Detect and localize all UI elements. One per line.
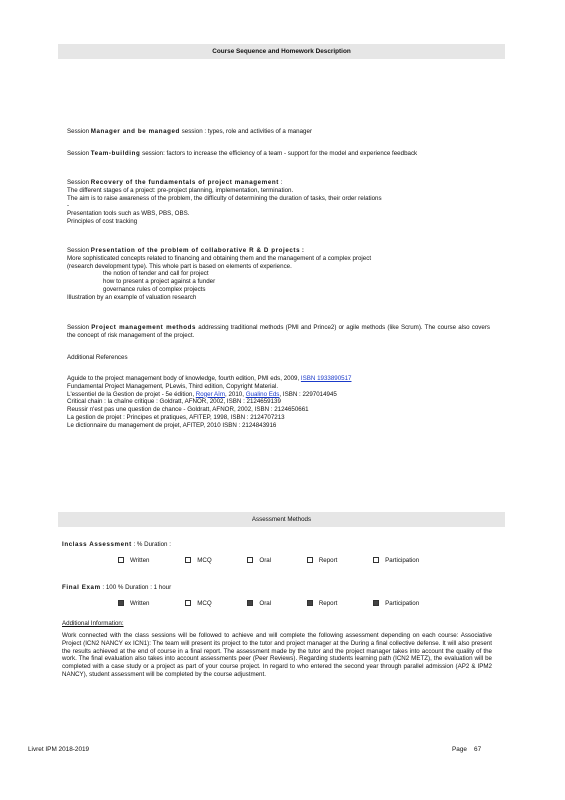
section-title: Course Sequence and Homework Description [58, 44, 505, 59]
session-2: Session Team-building session: factors to increase the efficiency of a team - support for the model and experience feedback [67, 150, 418, 157]
inclass-options [118, 557, 453, 565]
footer-left: Livret IPM 2018-2019 [28, 746, 90, 753]
session-4: Session Presentation of the problem of collaborative R & D projects : More sophisticated concepts related to financing and obtaining them and the management of a complex project (research development type). This whole part is based on elements of experience. the notion of tender and call for project how to present a project against a funder governance rules of complex projects Illustration by an example of valuation research [67, 247, 490, 301]
session-1: Session Manager and be managed session : types, role and activities of a manager [67, 128, 313, 135]
session-3: Session Recovery of the fundamentals of project management : The different stages of a project: pre-project planning, implementation, termination. The aim is to raise awareness of the problem, the difficulty of determining the duration of tasks, their order relations - Presentation tools such as WBS, PBS, OBS. Principles of cost tracking [67, 179, 490, 226]
checkbox-icon [373, 600, 379, 606]
session-4-bullet: the notion of tender and call for project [103, 270, 209, 278]
session-4-line: (research development type). This whole part is based on elements of experience. [67, 262, 292, 270]
session-3-line: Principles of cost tracking [67, 217, 138, 225]
info-heading: Additional Information: [62, 620, 124, 627]
session-4-bullet: governance rules of complex projects [103, 285, 206, 293]
final-option[interactable]: Participation [373, 600, 419, 608]
reference-link[interactable]: Roger Aïm [195, 390, 226, 398]
reference-link[interactable]: ISBN 1933890517 [300, 375, 352, 382]
reference-item: Reussir n'est pas une question de chance - Goldratt, AFNOR, 2002, ISBN : 2124650661 [67, 406, 309, 413]
checkbox-icon [307, 600, 313, 606]
final-option[interactable]: Report [307, 600, 338, 608]
session-4-bullet: how to present a project against a funder [103, 278, 216, 285]
session-3-line: The different stages of a project: pre-project planning, implementation, termination. [67, 186, 294, 194]
references-list [67, 375, 490, 429]
final-option[interactable]: MCQ [185, 600, 211, 608]
references-heading: Additional References [67, 354, 128, 361]
checkbox-icon [373, 557, 379, 563]
session-3-line: - [67, 202, 70, 210]
inclass-option[interactable]: Participation [373, 557, 419, 565]
inclass-assessment: Inclass Assessment : % Duration : [62, 541, 171, 548]
reference-item: Le dictionnaire du management de projet, AFITEP, 2010 ISBN : 2124843916 [67, 421, 277, 429]
checkbox-icon [247, 557, 253, 563]
final-option[interactable]: Written [118, 600, 149, 608]
reference-item: Critical chain : la chaîne critique : Goldratt, AFNOR, 2002, ISBN : 2124659139 [67, 398, 281, 406]
inclass-option[interactable]: Written [118, 557, 149, 565]
inclass-option[interactable]: Oral [247, 557, 271, 565]
inclass-option[interactable]: MCQ [185, 557, 211, 565]
assessment-title: Assessment Methods [58, 512, 505, 527]
footer-page: Page 67 [452, 746, 482, 753]
reference-item: Aguide to the project management body of knowledge, fourth edition, PMI eds, 2009, ISBN 1933890517 [67, 375, 352, 382]
reference-link[interactable]: Gualino Eds [245, 390, 280, 398]
session-4-line: More sophisticated concepts related to financing and obtaining them and the management of a complex project [67, 254, 372, 262]
reference-item: L'essentiel de la Gestion de projet - 5e édition, Roger Aïm, 2010, Gualino Eds, ISBN : 2297014945 [67, 390, 337, 398]
reference-item: Fundamental Project Management, PLewis, Third edition, Copyright Material. [67, 382, 279, 390]
checkbox-icon [185, 600, 191, 606]
session-3-line: The aim is to raise awareness of the problem, the difficulty of determining the duration of tasks, their order relations [67, 194, 382, 202]
inclass-option[interactable]: Report [307, 557, 338, 565]
final-option[interactable]: Oral [247, 600, 271, 608]
final-options [118, 600, 453, 608]
session-4-line: Illustration by an example of valuation research [67, 293, 197, 301]
checkbox-icon [118, 600, 124, 606]
checkbox-icon [307, 557, 313, 563]
reference-item: La gestion de projet : Principes et pratiques, AFITEP, 1998, ISBN : 2124707213 [67, 413, 285, 421]
final-exam: Final Exam : 100 % Duration : 1 hour [62, 584, 172, 591]
session-3-line: Presentation tools such as WBS, PBS, OBS. [67, 210, 190, 217]
info-text: Work connected with the class sessions will be followed to achieve and will complete the following assessment depending on each course: Associative Project (ICN2 NANCY ex ICN1): The team will present its project to the tutor and project manager at the During a final collective defense. It will also present the results achieved at the end of course in a final report. The assessment made by the tutor and the project manager takes into account the quality of the work. The final evaluation also takes into account assessments peer (Peer Reviews). Regarding students learning path (ICN2 METZ), the evaluation will be completed with a case study or a project as part of your course project. In regard to who entered the second year through parallel admission (AP2 & IPM2 NANCY), student assessment will be completed by the course adjustment. [62, 632, 492, 678]
session-5: Session Project management methods addressing traditional methods (PMI and Prince2) or agile methods (like Scrum). The course also covers the concept of risk management of the project. [67, 324, 491, 339]
checkbox-icon [185, 557, 191, 563]
checkbox-icon [247, 600, 253, 606]
checkbox-icon [118, 557, 124, 563]
